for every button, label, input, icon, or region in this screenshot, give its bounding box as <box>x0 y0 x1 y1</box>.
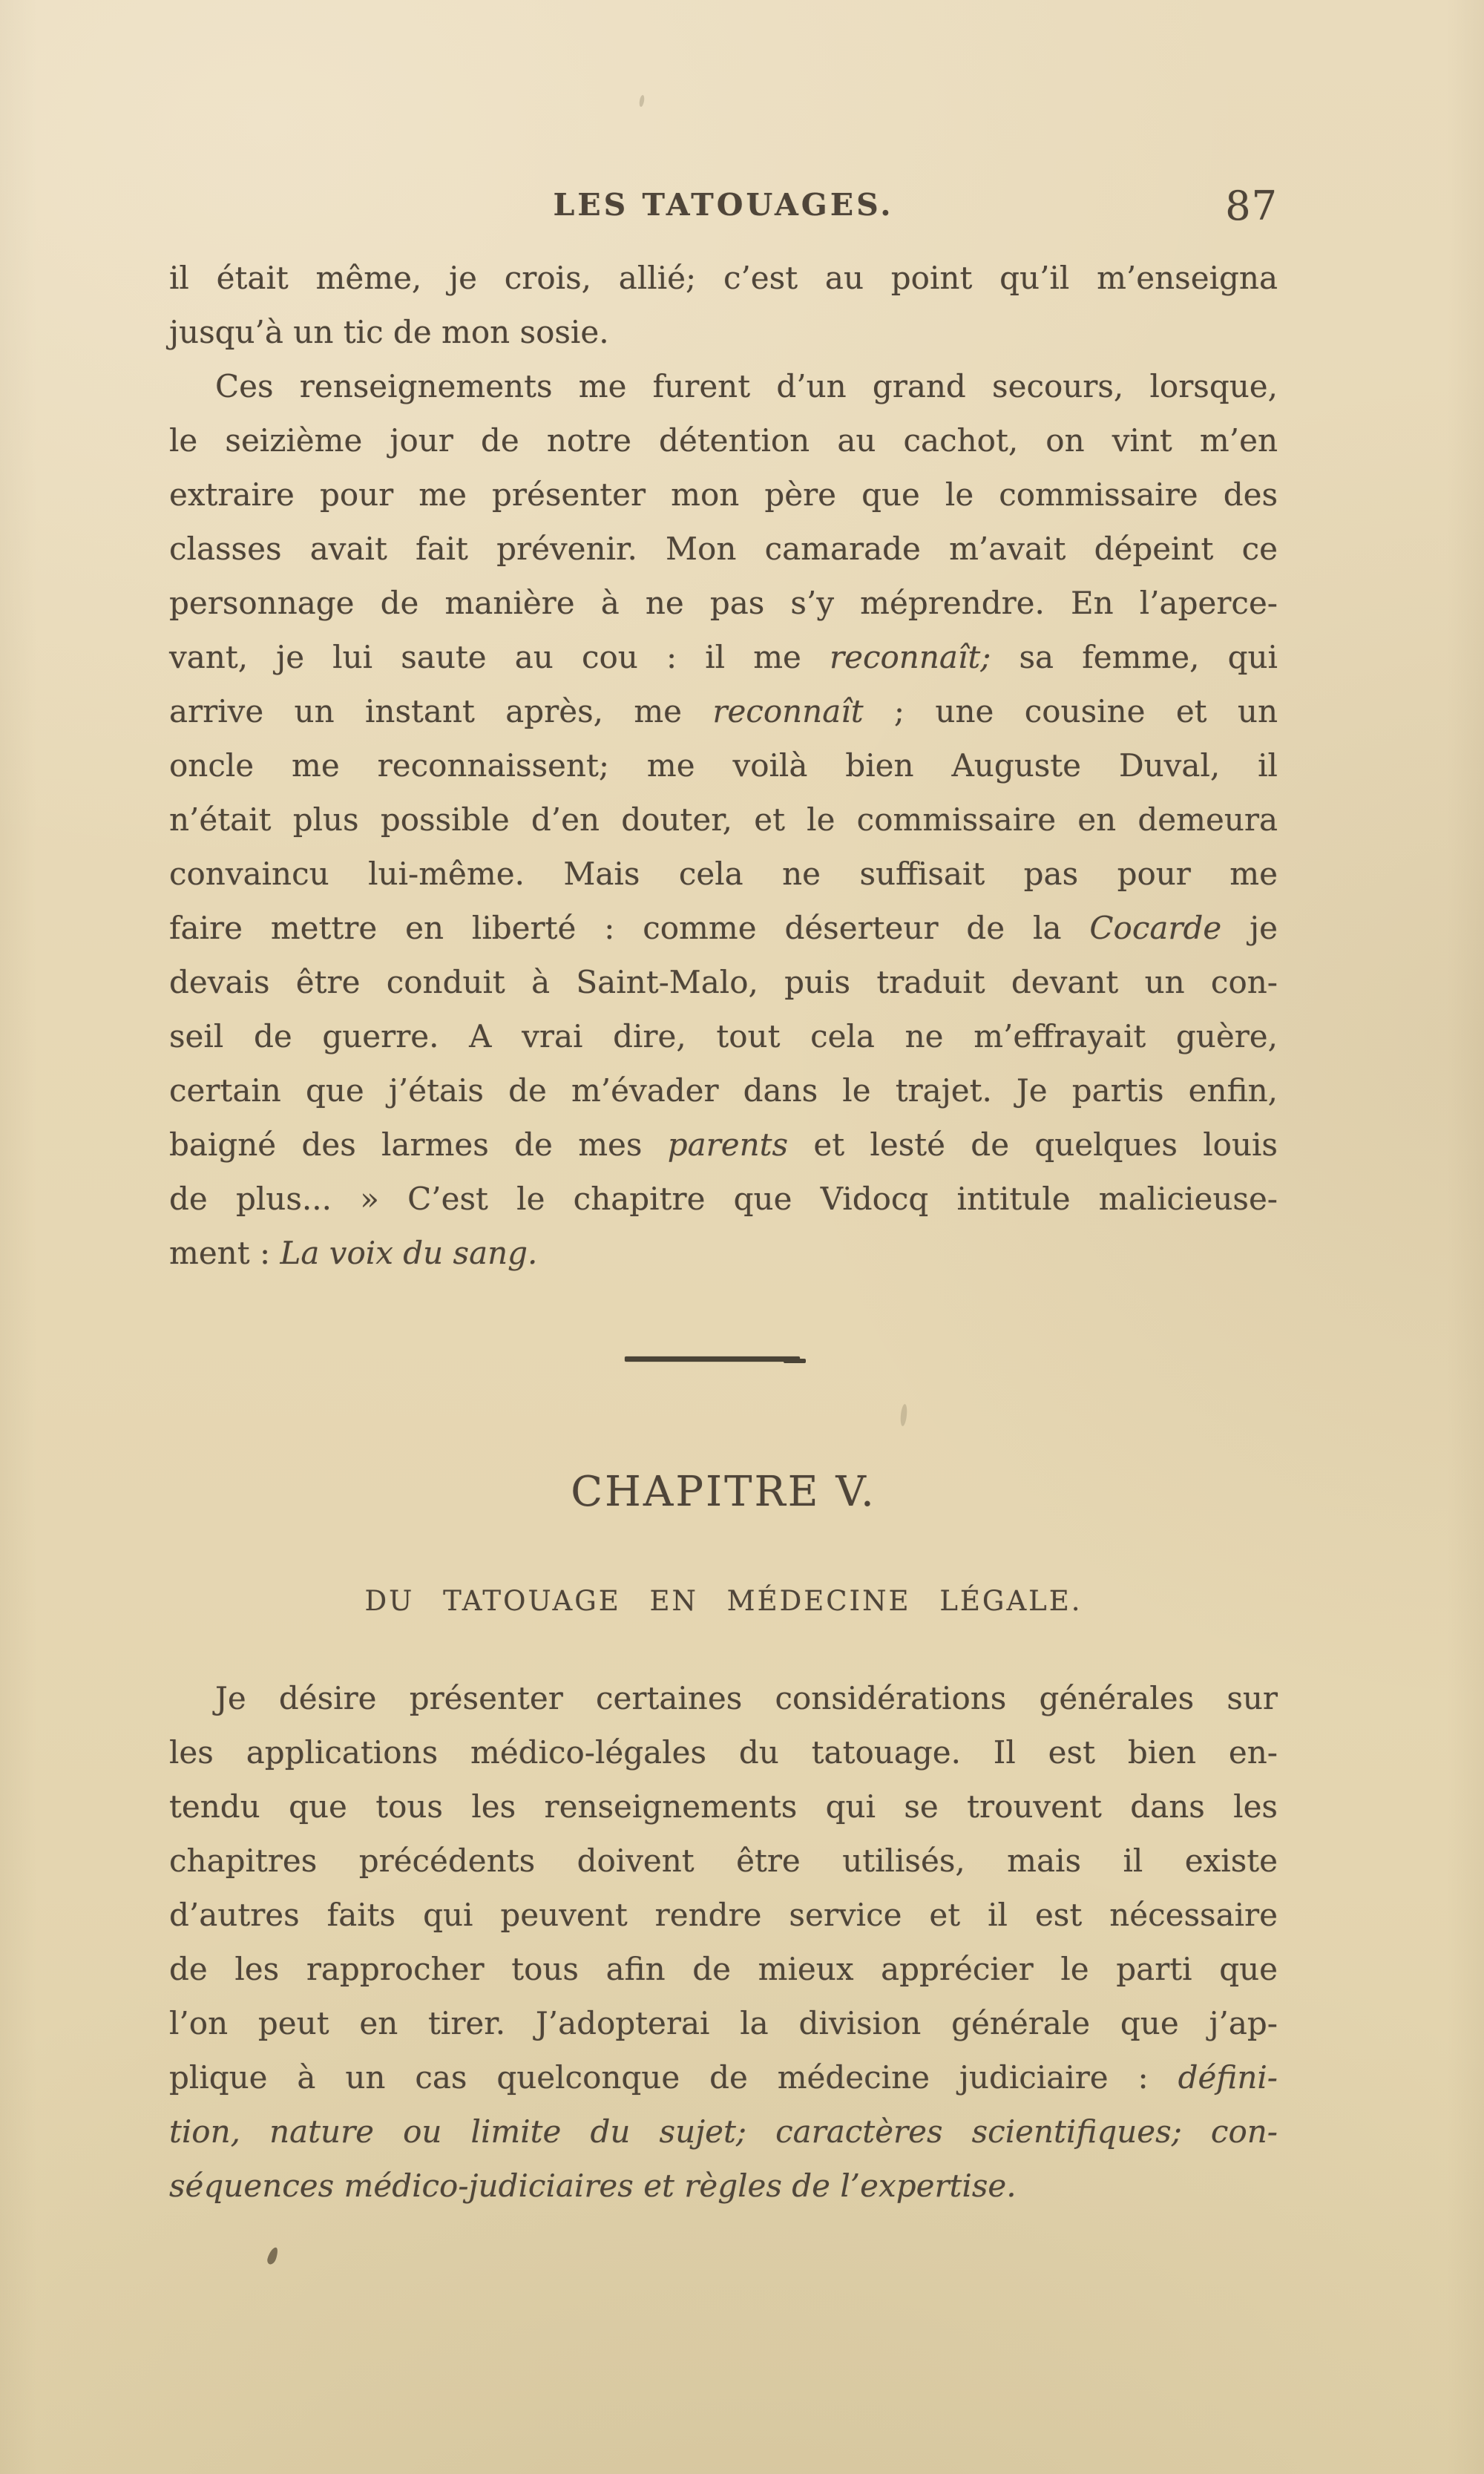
text-line <box>169 1009 1278 1063</box>
text-segment: il était même, je crois, allié; c’est au point qu’il m’enseigna <box>169 260 1278 296</box>
text-line <box>169 576 1278 630</box>
text-line <box>169 1834 1278 1888</box>
italic-text-segment: La voix du sang. <box>280 1235 538 1271</box>
text-line <box>169 359 1278 413</box>
text-line <box>169 2050 1278 2104</box>
body-text-block-2 <box>169 1671 1278 2213</box>
section-divider <box>625 1356 800 1362</box>
text-line <box>169 793 1278 847</box>
text-segment: les applications médico-légales du tatouage. Il est bien en- <box>169 1734 1278 1771</box>
italic-text-segment: défini- <box>1178 2059 1278 2096</box>
text-line <box>169 738 1278 793</box>
text-segment: de plus... » C’est le chapitre que Vidocq intitule malicieuse- <box>169 1181 1278 1217</box>
text-line <box>169 1172 1278 1226</box>
text-line <box>169 1725 1278 1779</box>
text-segment: arrive un instant après, me <box>169 693 713 729</box>
text-line <box>169 1671 1278 1725</box>
text-segment: plique à un cas quelconque de médecine judiciaire : <box>169 2059 1178 2096</box>
italic-text-segment: séquences médico-judiciaires et règles de l’expertise. <box>169 2168 1017 2204</box>
text-line <box>169 251 1278 305</box>
text-segment: personnage de manière à ne pas s’y méprendre. En l’aperce- <box>169 585 1278 621</box>
text-segment: d’autres faits qui peuvent rendre service et il est nécessaire <box>169 1897 1278 1933</box>
text-segment: faire mettre en liberté : comme déserteur de la <box>169 910 1090 946</box>
text-segment: l’on peut en tirer. J’adopterai la division générale que j’ap- <box>169 2005 1278 2041</box>
text-segment: certain que j’étais de m’évader dans le trajet. Je partis enfin, <box>169 1072 1278 1109</box>
text-line <box>169 847 1278 901</box>
chapter-title: CHAPITRE V. <box>571 1468 876 1516</box>
scan-smudge <box>899 1404 907 1427</box>
text-segment: ment : <box>169 1235 280 1271</box>
ink-mark <box>266 2246 280 2265</box>
text-segment: jusqu’à un tic de mon sosie. <box>169 314 609 350</box>
text-segment: je <box>1221 910 1278 946</box>
text-segment: oncle me reconnaissent; me voilà bien Auguste Duval, il <box>169 747 1278 784</box>
text-line <box>169 1779 1278 1834</box>
text-segment: et lesté de quelques louis <box>788 1126 1278 1163</box>
text-line <box>169 901 1278 955</box>
italic-text-segment: Cocarde <box>1089 910 1222 946</box>
text-segment: convaincu lui-même. Mais cela ne suffisait pas pour me <box>169 856 1278 892</box>
text-line <box>169 413 1278 467</box>
text-segment: le seizième jour de notre détention au cachot, on vint m’en <box>169 422 1278 459</box>
text-segment: extraire pour me présenter mon père que le commissaire des <box>169 476 1278 513</box>
text-line <box>169 684 1278 738</box>
text-line <box>169 2159 1278 2213</box>
text-line <box>169 955 1278 1009</box>
text-segment: de les rapprocher tous afin de mieux apprécier le parti que <box>169 1951 1278 1987</box>
italic-text-segment: reconnaît; <box>830 639 991 675</box>
text-line <box>169 1118 1278 1172</box>
running-title: LES TATOUAGES. <box>553 187 894 223</box>
text-segment: sa femme, qui <box>991 639 1278 675</box>
body-text-block-1 <box>169 251 1278 1280</box>
text-segment: devais être conduit à Saint-Malo, puis traduit devant un con- <box>169 964 1278 1000</box>
text-line <box>169 522 1278 576</box>
text-line <box>169 1942 1278 1996</box>
italic-text-segment: tion, nature ou limite du sujet; caractères scientifiques; con- <box>169 2113 1278 2150</box>
text-line <box>169 1888 1278 1942</box>
text-line <box>169 1063 1278 1118</box>
text-segment: baigné des larmes de mes <box>169 1126 668 1163</box>
text-segment: Je désire présenter certaines considérations générales sur <box>215 1680 1278 1716</box>
text-segment: Ces renseignements me furent d’un grand secours, lorsque, <box>215 368 1278 404</box>
text-segment: classes avait fait prévenir. Mon camarade m’avait dépeint ce <box>169 531 1278 567</box>
text-segment: n’était plus possible d’en douter, et le commissaire en demeura <box>169 801 1278 838</box>
text-line <box>169 1226 1278 1280</box>
text-segment: vant, je lui saute au cou : il me <box>169 639 830 675</box>
text-line <box>169 467 1278 522</box>
text-line <box>169 305 1278 359</box>
text-line <box>169 1996 1278 2050</box>
text-segment: chapitres précédents doivent être utilisés, mais il existe <box>169 1843 1278 1879</box>
text-line <box>169 2104 1278 2159</box>
italic-text-segment: reconnaît <box>712 693 864 729</box>
chapter-subtitle: DU TATOUAGE EN MÉDECINE LÉGALE. <box>364 1585 1083 1617</box>
italic-text-segment: parents <box>667 1126 789 1163</box>
page-number: 87 <box>1225 183 1278 229</box>
scan-speck <box>639 95 646 108</box>
text-line <box>169 630 1278 684</box>
text-segment: seil de guerre. A vrai dire, tout cela ne m’effrayait guère, <box>169 1018 1278 1054</box>
page-header <box>169 183 1278 232</box>
text-segment: tendu que tous les renseignements qui se trouvent dans les <box>169 1788 1278 1825</box>
text-segment: ; une cousine et un <box>863 693 1278 729</box>
